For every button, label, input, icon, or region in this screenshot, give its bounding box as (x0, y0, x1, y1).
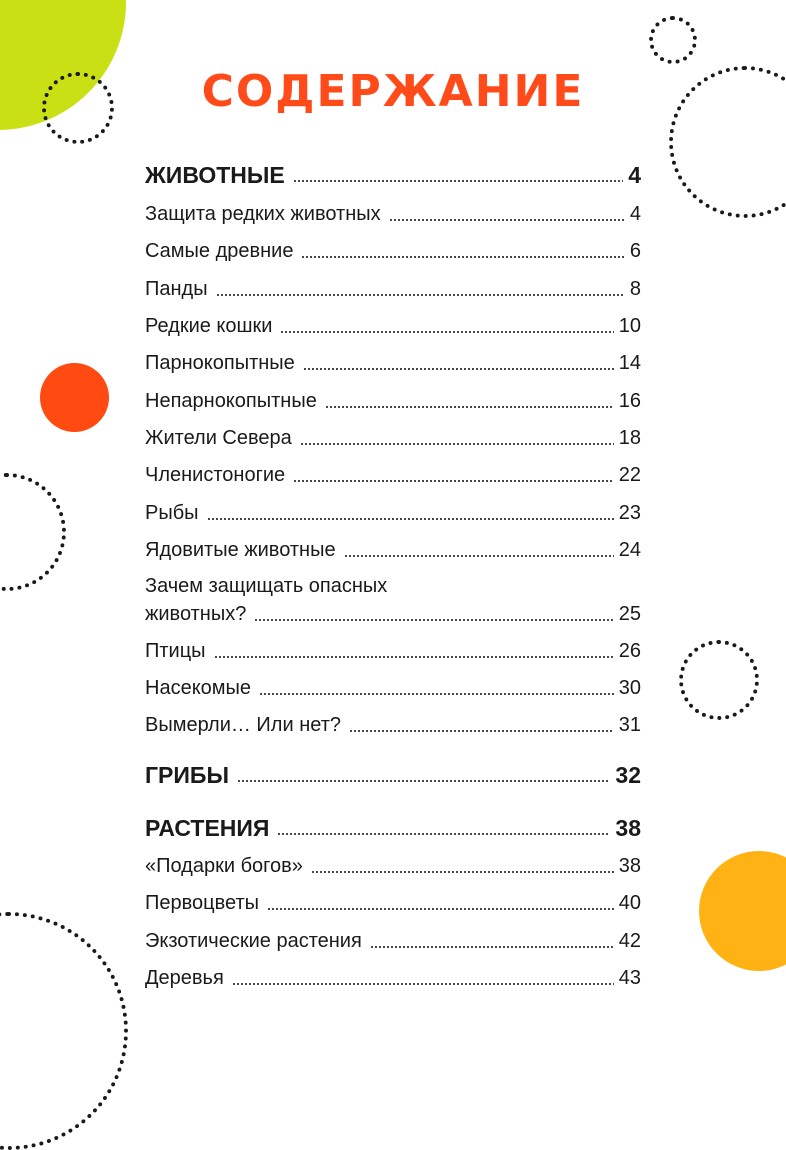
section-label: РАСТЕНИЯ (145, 815, 270, 841)
toc-section-fungi[interactable] (145, 762, 641, 788)
item-label: Непарнокопытные (145, 390, 317, 412)
dot-leader (207, 518, 614, 520)
dotted-circle-bottom-left (0, 912, 128, 1150)
page-number: 26 (618, 640, 641, 662)
page-number: 25 (618, 603, 641, 625)
toc-item[interactable] (145, 389, 641, 413)
dot-leader (325, 406, 614, 408)
toc-item[interactable] (145, 713, 641, 737)
page-number: 32 (615, 762, 641, 788)
dot-leader (293, 180, 623, 182)
page-number: 16 (618, 390, 641, 412)
toc-item[interactable] (145, 639, 641, 663)
page-number: 24 (618, 539, 641, 561)
toc-item[interactable] (145, 501, 641, 525)
dot-leader (259, 693, 614, 695)
toc-section-plants[interactable] (145, 815, 641, 841)
page-number: 23 (618, 502, 641, 524)
item-label: Членистоногие (145, 464, 286, 486)
item-label: Редкие кошки (145, 315, 273, 337)
dotted-circle-right-middle (679, 640, 759, 720)
toc-item[interactable] (145, 854, 641, 878)
toc-item[interactable] (145, 966, 641, 990)
dot-leader (349, 730, 614, 732)
amber-circle-decoration (699, 851, 786, 971)
toc-item[interactable] (145, 351, 641, 375)
toc-section-animals[interactable] (145, 162, 641, 188)
page-number: 10 (618, 315, 641, 337)
section-label: ЖИВОТНЫЕ (145, 162, 285, 188)
toc-item[interactable] (145, 463, 641, 487)
dot-leader (216, 294, 625, 296)
item-label: Первоцветы (145, 892, 259, 914)
toc-item[interactable] (145, 314, 641, 338)
dot-leader (344, 555, 614, 557)
dot-leader (277, 833, 610, 835)
item-label: Экзотические растения (145, 930, 362, 952)
dot-leader (389, 219, 625, 221)
toc-item[interactable] (145, 676, 641, 700)
item-label-line1: Зачем защищать опасных (145, 575, 388, 597)
item-label: Жители Севера (145, 427, 292, 449)
toc-item[interactable] (145, 239, 641, 263)
dot-leader (237, 780, 610, 782)
item-label: «Подарки богов» (145, 855, 303, 877)
dot-leader (293, 480, 614, 482)
page-number: 6 (629, 240, 641, 262)
item-label: Вымерли… Или нет? (145, 714, 341, 736)
page-number: 42 (618, 930, 641, 952)
dot-leader (300, 443, 614, 445)
page-number: 4 (629, 203, 641, 225)
page-number: 22 (618, 464, 641, 486)
dot-leader (267, 908, 614, 910)
dotted-circle-left-middle (0, 473, 66, 591)
item-label: Парнокопытные (145, 352, 295, 374)
dot-leader (303, 368, 614, 370)
toc-item[interactable] (145, 891, 641, 915)
item-label: Насекомые (145, 677, 252, 699)
dot-leader (370, 946, 614, 948)
page-number: 40 (618, 892, 641, 914)
toc-item[interactable] (145, 574, 641, 626)
item-label: Птицы (145, 640, 206, 662)
toc-item[interactable] (145, 929, 641, 953)
page-number: 43 (618, 967, 641, 989)
item-label: Рыбы (145, 502, 199, 524)
page-number: 14 (618, 352, 641, 374)
toc-item[interactable] (145, 277, 641, 301)
item-label: Защита редких животных (145, 203, 381, 225)
dot-leader (232, 983, 614, 985)
page-number: 18 (618, 427, 641, 449)
item-label-line2: животных? (145, 603, 247, 625)
page-number: 4 (628, 162, 641, 188)
page-number: 8 (629, 278, 641, 300)
dot-leader (214, 656, 614, 658)
dot-leader (254, 619, 613, 621)
page-number: 31 (618, 714, 641, 736)
toc-item[interactable] (145, 426, 641, 450)
toc-item[interactable] (145, 202, 641, 226)
item-label: Панды (145, 278, 208, 300)
item-label: Ядовитые животные (145, 539, 336, 561)
section-label: ГРИБЫ (145, 762, 229, 788)
red-orange-circle-decoration (40, 363, 109, 432)
page-number: 38 (618, 855, 641, 877)
page-number: 30 (618, 677, 641, 699)
page-number: 38 (615, 815, 641, 841)
item-label: Деревья (145, 967, 224, 989)
dotted-circle-top-right-small (649, 16, 697, 64)
page-title: СОДЕРЖАНИЕ (201, 66, 585, 117)
item-label: Самые древние (145, 240, 294, 262)
dot-leader (311, 871, 614, 873)
dot-leader (280, 331, 613, 333)
dot-leader (301, 256, 624, 258)
toc-item[interactable] (145, 538, 641, 562)
